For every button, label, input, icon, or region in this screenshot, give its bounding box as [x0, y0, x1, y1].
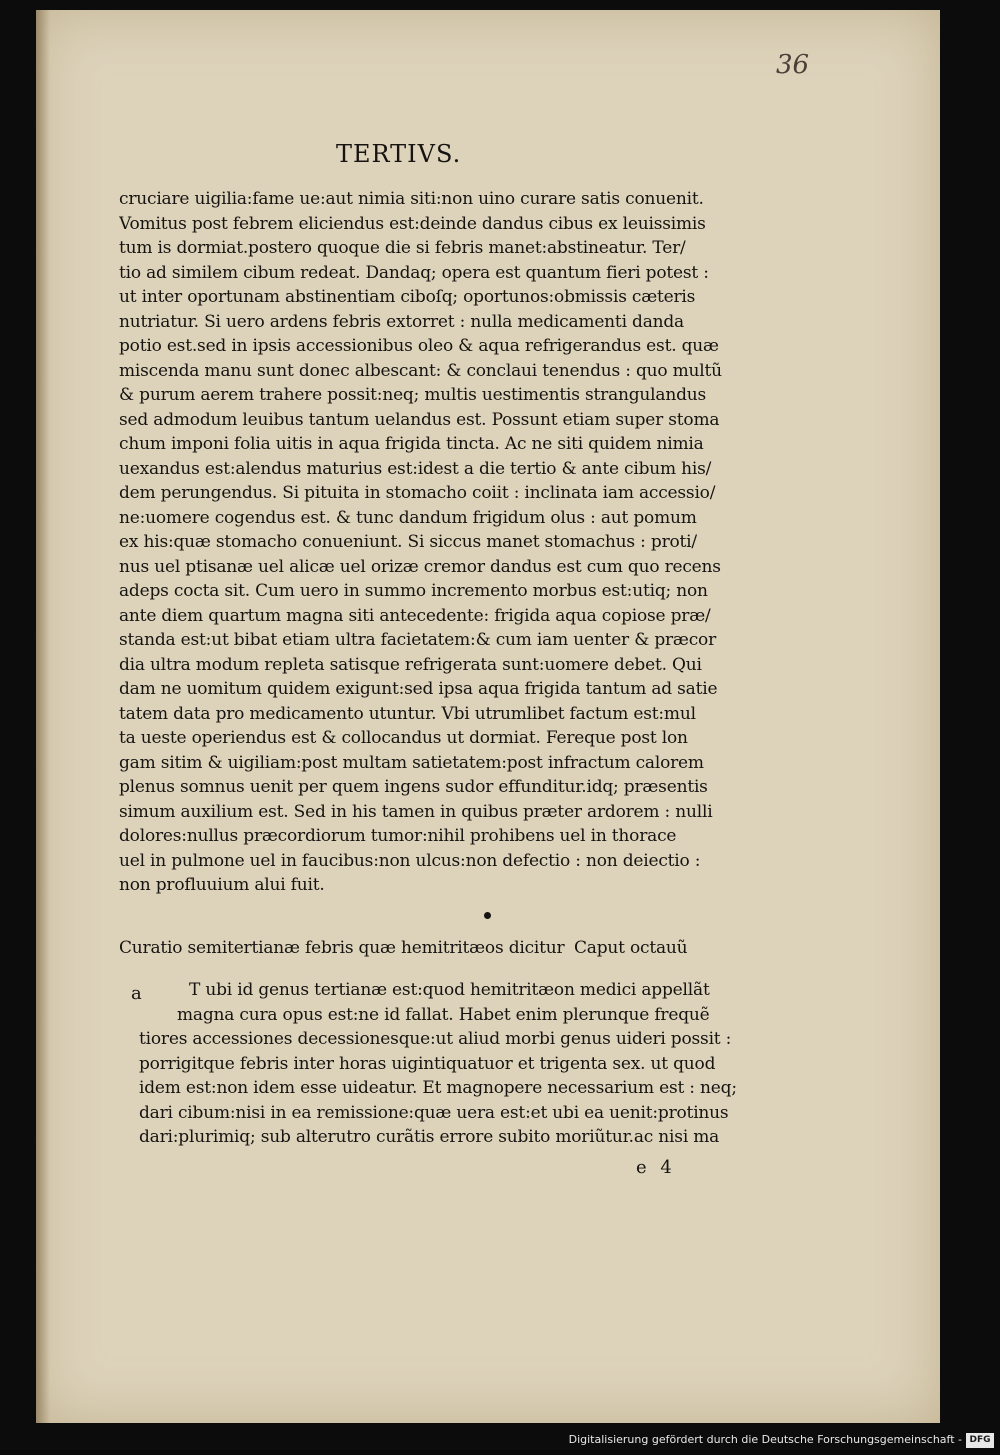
- chapter-text-line: dari:plurimiq; sub alterutro curãtis errore subito moriũtur.ac nisi ma: [139, 1127, 720, 1147]
- folio-number: 36: [776, 50, 810, 80]
- text-line: ante diem quartum magna siti antecedente: frigida aqua copiose præ/: [119, 605, 711, 626]
- chapter-text-line: dari cibum:nisi in ea remissione:quæ uera est:et ubi ea uenit:protinus: [139, 1102, 729, 1123]
- text-line: & purum aerem trahere possit:neq; multis uestimentis strangulandus: [119, 385, 707, 405]
- guide-letter: a: [131, 983, 142, 1004]
- text-line: uel in pulmone uel in faucibus:non ulcus:non defectio : non deiectio :: [119, 850, 701, 871]
- text-line: sed admodum leuibus tantum uelandus est. Possunt etiam super stoma: [119, 409, 720, 430]
- text-line: plenus somnus uenit per quem ingens sudor effunditur.idq; præsentis: [119, 777, 708, 797]
- text-line: ex his:quæ stomacho conueniunt. Si siccus manet stomachus : proti/: [119, 532, 697, 552]
- chapter-text-line: magna cura opus est:ne id fallat. Habet enim plerunque frequẽ: [177, 1004, 710, 1025]
- chapter-text-line: porrigitque febris inter horas uigintiquatuor et trigenta sex. ut quod: [139, 1053, 716, 1074]
- text-line: tio ad similem cibum redeat. Dandaq; opera est quantum fieri potest :: [119, 262, 709, 283]
- text-line: cruciare uigilia:fame ue:aut nimia siti:non uino curare satis conuenit.: [119, 189, 704, 209]
- body-text-block: [119, 187, 739, 898]
- text-line: ut inter oportunam abstinentiam ciboſq; oportunos:obmissis cæteris: [119, 287, 696, 307]
- dfg-logo-icon: DFG: [966, 1433, 994, 1448]
- text-line: nutriatur. Si uero ardens febris extorret : nulla medicamenti danda: [119, 311, 684, 332]
- text-line: Vomitus post febrem eliciendus est:deinde dandus cibus ex leuissimis: [119, 213, 706, 234]
- text-line: potio est.sed in ipsis accessionibus oleo & aqua refrigerandus est. quæ: [119, 336, 719, 356]
- text-line: adeps cocta sit. Cum uero in summo incremento morbus est:utiq; non: [119, 581, 708, 601]
- text-line: ta ueste operiendus est & collocandus ut dormiat. Fereque post lon: [119, 728, 688, 748]
- text-line: ne:uomere cogendus est. & tunc dandum frigidum olus : aut pomum: [119, 507, 697, 528]
- text-line: non profluuium alui fuit.: [119, 875, 325, 895]
- chapter-title: Curatio semitertianæ febris quæ hemitritæos dicitur: [119, 938, 565, 958]
- chapter-number: Caput octauũ: [574, 938, 688, 958]
- text-line: chum imponi folia uitis in aqua frigida tincta. Ac ne siti quidem nimia: [119, 434, 704, 454]
- ornament-dot: [484, 912, 491, 919]
- text-line: miscenda manu sunt donec albescant: & conclaui tenendus : quo multũ: [119, 360, 722, 381]
- text-line: dolores:nullus præcordiorum tumor:nihil prohibens uel in thorace: [119, 826, 677, 846]
- book-page: [36, 10, 940, 1423]
- text-line: tum is dormiat.postero quoque die si febris manet:abstineatur. Ter/: [119, 238, 686, 258]
- funding-credit: Digitalisierung gefördert durch die Deutsche Forschungsgemeinschaft -: [568, 1433, 962, 1446]
- footer-bar: [0, 1425, 1000, 1455]
- text-line: nus uel ptisanæ uel alicæ uel orizæ cremor dandus est cum quo recens: [119, 556, 721, 577]
- text-line: standa est:ut bibat etiam ultra facietatem:& cum iam uenter & præcor: [119, 630, 716, 650]
- signature-mark: e 4: [636, 1157, 676, 1178]
- text-line: tatem data pro medicamento utuntur. Vbi utrumlibet factum est:mul: [119, 703, 696, 724]
- text-line: dia ultra modum repleta satisque refrigerata sunt:uomere debet. Qui: [119, 654, 702, 675]
- text-line: gam sitim & uigiliam:post multam satietatem:post infractum calorem: [119, 752, 704, 773]
- chapter-text-line: T ubi id genus tertianæ est:quod hemitritæon medici appellãt: [189, 980, 710, 1000]
- text-line: dam ne uomitum quidem exigunt:sed ipsa aqua frigida tantum ad satie: [119, 679, 718, 699]
- text-line: dem perungendus. Si pituita in stomacho coiit : inclinata iam accessio/: [119, 483, 716, 503]
- chapter-text-line: idem est:non idem esse uideatur. Et magnopere necessarium est : neq;: [139, 1078, 737, 1098]
- text-line: simum auxilium est. Sed in his tamen in quibus præter ardorem : nulli: [119, 801, 713, 822]
- chapter-text-line: tiores accessiones decessionesque:ut aliud morbi genus uideri possit :: [139, 1029, 732, 1049]
- text-line: uexandus est:alendus maturius est:idest a die tertio & ante cibum his/: [119, 458, 712, 479]
- running-head: TERTIVS.: [336, 140, 462, 168]
- chapter-text-block: [139, 978, 739, 1150]
